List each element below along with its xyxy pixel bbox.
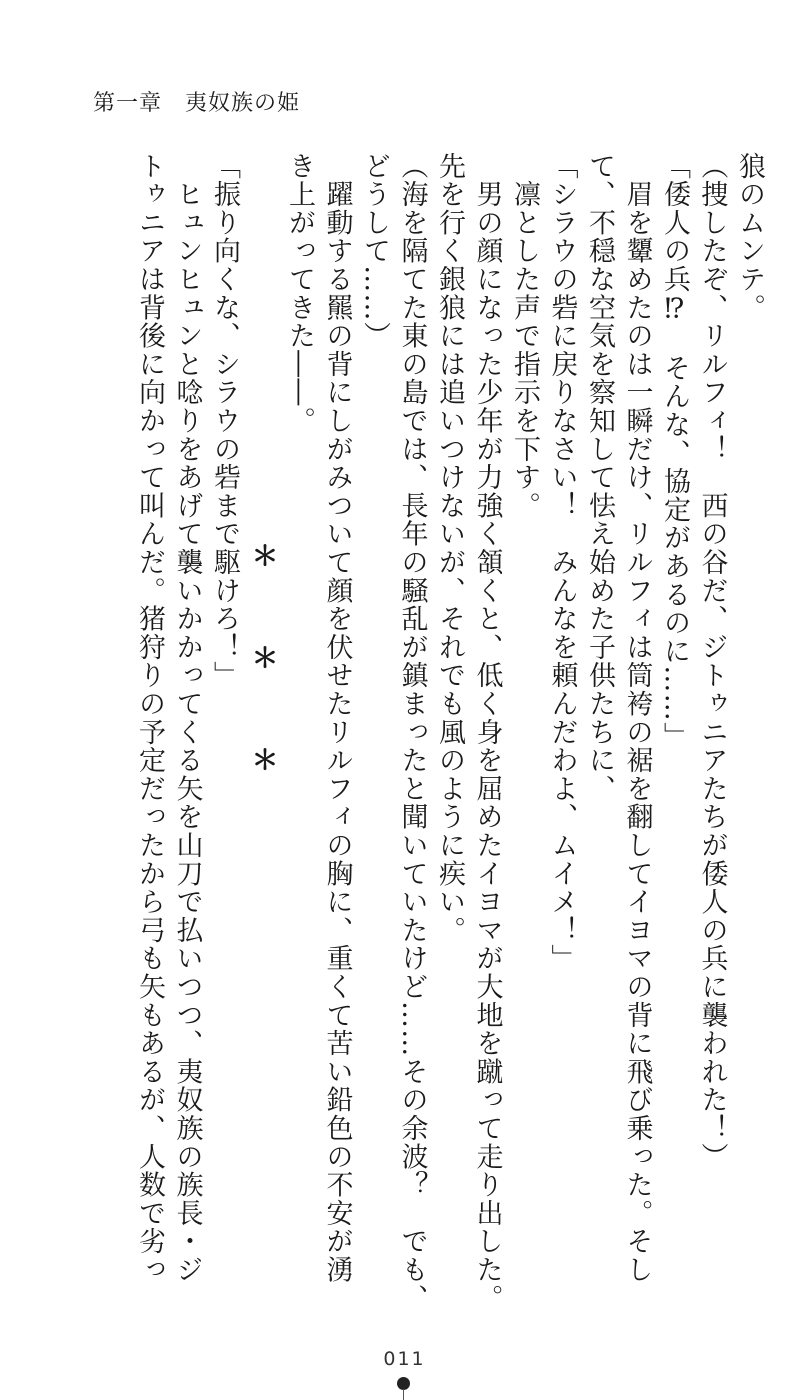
folio-rule [403, 1389, 404, 1400]
text-line: て、不穏な空気を察知して怯え始めた子供たちに、 [584, 152, 615, 803]
text-line: 狼のムンテ。 [734, 152, 765, 322]
text-line: （捜したぞ、リルフィ！ 西の谷だ、ジトゥニアたちが倭人の兵に襲われた！） [696, 152, 728, 1171]
text-line: どうして……） [359, 152, 390, 351]
text-line: 躍動する羆の背にしがみついて顔を伏せたリルフィの胸に、重くて苦い鉛色の不安が湧 [321, 152, 353, 1284]
running-head-chapter-title: 第一章 夷奴族の姫 [93, 91, 301, 116]
vertical-text-body [134, 152, 768, 1313]
text-line: ヒュンヒュンと唸りをあげて襲いかかってくる矢を山刀で払いつつ、夷奴族の族長・ジ [171, 152, 203, 1284]
page-number: 011 [383, 1348, 426, 1370]
text-line: 凛とした声で指示を下す。 [509, 152, 540, 520]
text-line: （海を隔てた東の島では、長年の騒乱が鎮まったと聞いていたけど……その余波？ でも、 [396, 152, 428, 1313]
text-line: トゥニアは背後に向かって叫んだ。猪狩りの予定だったから弓も矢もあるが、人数で劣っ [134, 152, 165, 1284]
section-separator: ＊ ＊ ＊ [246, 542, 278, 797]
text-line: き上がってきた――。 [284, 152, 315, 435]
text-line: 「シラウの砦に戻りなさい！ みんなを頼んだわよ、ムイメ！」 [546, 152, 578, 973]
text-line: 先を行く銀狼には追いつけないが、それでも風のように疾い。 [434, 152, 465, 945]
text-line: 「倭人の兵⁉ そんな、協定があるのに……」 [659, 152, 690, 751]
text-line: 男の顔になった少年が力強く頷くと、低く身を屈めたイヨマが大地を蹴って走り出した。 [471, 152, 503, 1313]
text-line: 「振り向くな、シラウの砦まで駆けろ！」 [209, 152, 240, 690]
text-line: 眉を顰めたのは一瞬だけ、リルフィは筒袴の裾を翻してイヨマの背に飛び乗った。そし [621, 152, 653, 1284]
